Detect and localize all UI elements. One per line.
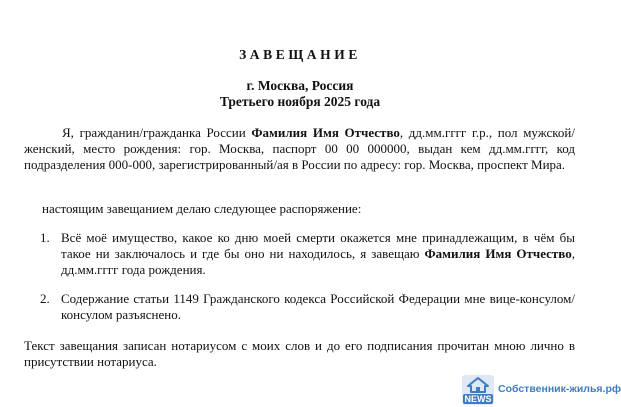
document-city: г. Москва, Россия <box>246 78 354 93</box>
heir-name: Фамилия Имя Отчество <box>424 246 572 261</box>
closing-paragraph: Текст завещания записан нотариусом с моих слов и до его подписания прочитан мною лично в присутствии нотариуса. <box>24 338 575 369</box>
document-date: Третьего ноября 2025 года <box>219 94 381 109</box>
list-item-number: 1. <box>40 230 50 245</box>
testator-name: Фамилия Имя Отчество <box>251 125 400 140</box>
intro-text-end: , дд.мм.гггг г.р., пол мужской/женский, место рождения: гор. Москва, паспорт 00 00 000000, выдан кем дд.мм.гггг, код подразделения 000-000, зарегистрированный/ая в России по адресу: гор. Москва, проспект Мира. <box>24 125 575 172</box>
house-icon <box>462 375 494 395</box>
list-item-number: 2. <box>40 291 50 306</box>
site-watermark <box>462 375 621 405</box>
site-name: Собственник-жилья.рф <box>498 383 621 395</box>
document-title: ЗАВЕЩАНИЕ <box>239 47 361 62</box>
list-item-text: Содержание статьи 1149 Гражданского кодекса Российской Федерации мне вице-консулом/консулом разъяснено. <box>61 291 575 322</box>
intro-text-start: Я, гражданин/гражданка России <box>62 125 252 140</box>
intro-paragraph <box>24 125 575 173</box>
news-label: NEWS <box>464 394 492 404</box>
logo-badge <box>462 375 494 405</box>
list-item-text: Всё моё имущество, какое ко дню моей смерти окажется мне принадлежащим, в чём бы такое ни заключалось и где бы оно ни находилось, я завещаю Фамилия Имя Отчество, дд.мм.гггг года рождения. <box>61 230 575 277</box>
disposition-paragraph: настоящим завещанием делаю следующее распоряжение: <box>42 201 362 216</box>
